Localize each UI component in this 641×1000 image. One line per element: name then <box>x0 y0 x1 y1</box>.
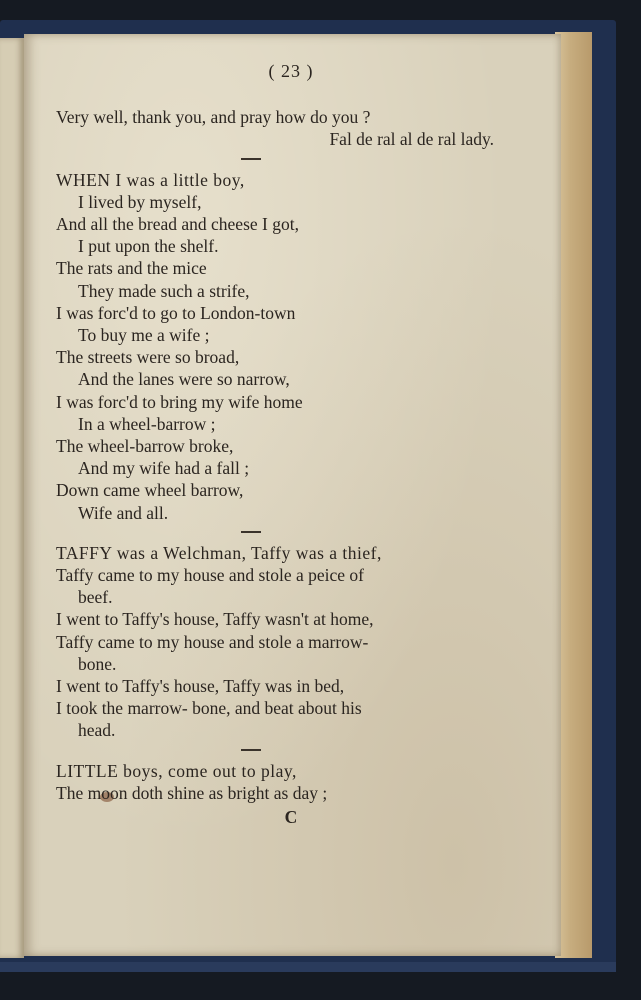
verse-line: I lived by myself, <box>78 191 202 212</box>
verse-line: I was forc'd to go to London-town <box>56 302 296 323</box>
verse-line: To buy me a wife ; <box>78 325 210 346</box>
verse-line: Down came wheel barrow, <box>56 480 244 501</box>
verse-line: Taffy came to my house and stole a peice of <box>56 565 364 586</box>
page-number: ( 23 ) <box>268 61 314 81</box>
signature-mark: C <box>284 807 298 828</box>
verse-line: They made such a strife, <box>78 280 250 301</box>
stanza-2 <box>56 169 526 524</box>
verse-line: I took the marrow- bone, and beat about his <box>56 698 362 719</box>
verse-line: I put upon the shelf. <box>78 236 219 257</box>
verse-line: I went to Taffy's house, Taffy wasn't at home, <box>56 609 374 630</box>
verse-line: LITTLE boys, come out to play, <box>56 760 297 781</box>
stanza-1 <box>56 106 526 150</box>
verse-line: Fal de ral al de ral lady. <box>329 129 494 150</box>
verse-line: bone. <box>78 653 117 674</box>
verse-line: In a wheel-barrow ; <box>78 413 216 434</box>
verse-line: The wheel-barrow broke, <box>56 436 234 457</box>
verse-line: TAFFY was a Welchman, Taffy was a thief, <box>56 542 382 563</box>
verse-line: I was forc'd to bring my wife home <box>56 391 303 412</box>
verse-line: Taffy came to my house and stole a marrow- <box>56 631 369 652</box>
page-text <box>56 60 526 828</box>
verse-line: Very well, thank you, and pray how do you ? <box>56 107 371 128</box>
verse-line: WHEN I was a little boy, <box>56 169 245 190</box>
verse-line: The streets were so broad, <box>56 347 240 368</box>
verse-line: The rats and the mice <box>56 258 207 279</box>
verse-line: And my wife had a fall ; <box>78 458 250 479</box>
stanza-3 <box>56 542 526 742</box>
verse-line: head. <box>78 720 116 741</box>
facing-page-edge <box>0 38 24 958</box>
section-divider <box>241 158 261 160</box>
verse-line: And the lanes were so narrow, <box>78 369 290 390</box>
section-divider <box>241 749 261 751</box>
verse-line: I went to Taffy's house, Taffy was in bed, <box>56 676 345 697</box>
stanza-4 <box>56 760 526 804</box>
cover-bottom-edge <box>0 962 616 972</box>
verse-line: And all the bread and cheese I got, <box>56 214 299 235</box>
verse-line: beef. <box>78 587 113 608</box>
verse-line: Wife and all. <box>78 502 169 523</box>
verse-line: The moon doth shine as bright as day ; <box>56 782 328 803</box>
section-divider <box>241 531 261 533</box>
